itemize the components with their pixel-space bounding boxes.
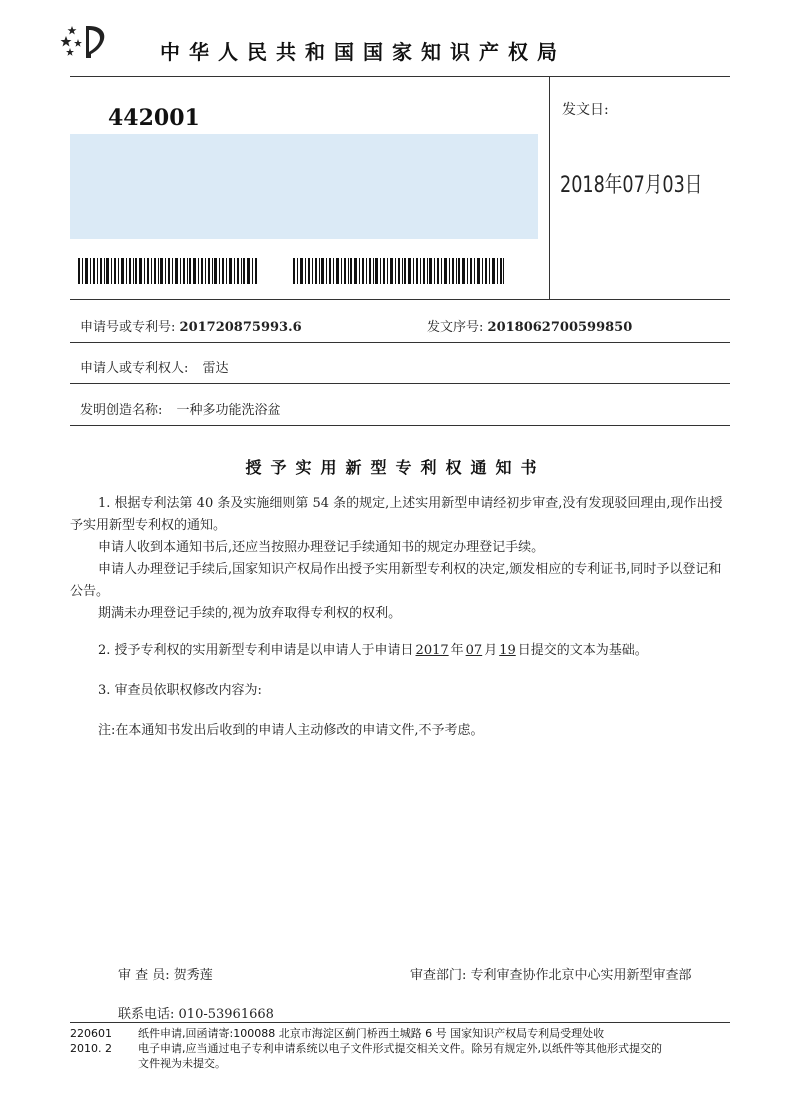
dispatch-serial-label: 发文序号: (427, 320, 484, 335)
paragraph-3: 申请人办理登记手续后,国家知识产权局作出授予实用新型专利权的决定,颁发相应的专利证书,同时予以登记和公告。 (70, 562, 722, 599)
applicant-row (80, 357, 229, 376)
address-box (70, 134, 538, 239)
examiner-name: 贺秀莲 (173, 968, 213, 983)
form-date: 2010. 2 (70, 1042, 112, 1055)
footer-line-1: 纸件申请,回函请寄:100088 北京市海淀区蓟门桥西土城路 6 号 国家知识产权局专利局受理处收 (138, 1027, 605, 1040)
vertical-divider (549, 77, 550, 299)
application-number-row (80, 316, 302, 335)
office-name: 中华人民共和国国家知识产权局 (160, 40, 566, 64)
invention-row (80, 399, 281, 418)
form-code: 220601 (70, 1027, 112, 1040)
dispatch-date-value: 2018年07月03日 (560, 173, 703, 198)
paragraph-6: 3. 审查员依职权修改内容为: (98, 683, 262, 698)
footer-line-2: 电子申请,应当通过电子专利申请系统以电子文件形式提交相关文件。除另有规定外,以纸件等其他形式提交的 (138, 1042, 662, 1055)
applicant-value: 雷达 (202, 361, 229, 376)
examiner-label: 审 查 员: (118, 968, 170, 983)
examiner-row (118, 964, 213, 983)
paragraph-4: 期满未办理登记手续的,视为放弃取得专利权的权利。 (98, 606, 402, 621)
fields-top-divider (70, 299, 730, 300)
filing-day: 19 (499, 643, 516, 658)
dispatch-serial-row (427, 316, 632, 335)
application-number-value: 201720875993.6 (179, 320, 302, 335)
filing-year: 2017 (415, 643, 449, 658)
phone-value: 010-53961668 (178, 1007, 274, 1022)
cnipa-logo (58, 22, 120, 62)
invention-label: 发明创造名称: (80, 403, 163, 418)
application-number-label: 申请号或专利号: (80, 320, 176, 335)
paragraph-2: 申请人收到本通知书后,还应当按照办理登记手续通知书的规定办理登记手续。 (98, 540, 545, 555)
row-divider-2 (70, 383, 730, 384)
row-divider-1 (70, 342, 730, 343)
department-name: 专利审查协作北京中心实用新型审查部 (470, 968, 692, 983)
filing-month-unit: 月 (484, 643, 498, 658)
phone-label: 联系电话: (118, 1007, 175, 1022)
footer-line-3: 文件视为未提交。 (138, 1057, 226, 1070)
paragraph-5 (98, 640, 730, 662)
dispatch-serial-value: 2018062700599850 (487, 320, 633, 335)
paragraph-7: 注:在本通知书发出后收到的申请人主动修改的申请文件,不予考虑。 (98, 723, 484, 738)
filing-year-unit: 年 (450, 643, 464, 658)
department-row (410, 964, 692, 983)
barcode-right (293, 258, 505, 284)
postal-code: 442001 (108, 105, 200, 131)
filing-date-prefix: 2. 授予专利权的实用新型专利申请是以申请人于申请日 (98, 643, 414, 658)
barcode-left (78, 258, 258, 284)
footer-divider (70, 1022, 730, 1023)
paragraph-1: 1. 根据专利法第 40 条及实施细则第 54 条的规定,上述实用新型申请经初步审查,没有发现驳回理由,现作出授予实用新型专利权的通知。 (70, 496, 723, 533)
row-divider-3 (70, 425, 730, 426)
applicant-label: 申请人或专利权人: (80, 361, 189, 376)
header-divider (70, 76, 730, 77)
phone-row (118, 1003, 274, 1022)
notice-title: 授予实用新型专利权通知书 (245, 458, 546, 477)
filing-date-suffix: 日提交的文本为基础。 (517, 643, 648, 658)
dispatch-date-label: 发文日: (562, 102, 609, 118)
invention-value: 一种多功能洗浴盆 (176, 403, 281, 418)
department-label: 审查部门: (410, 968, 467, 983)
filing-month: 07 (465, 643, 483, 658)
